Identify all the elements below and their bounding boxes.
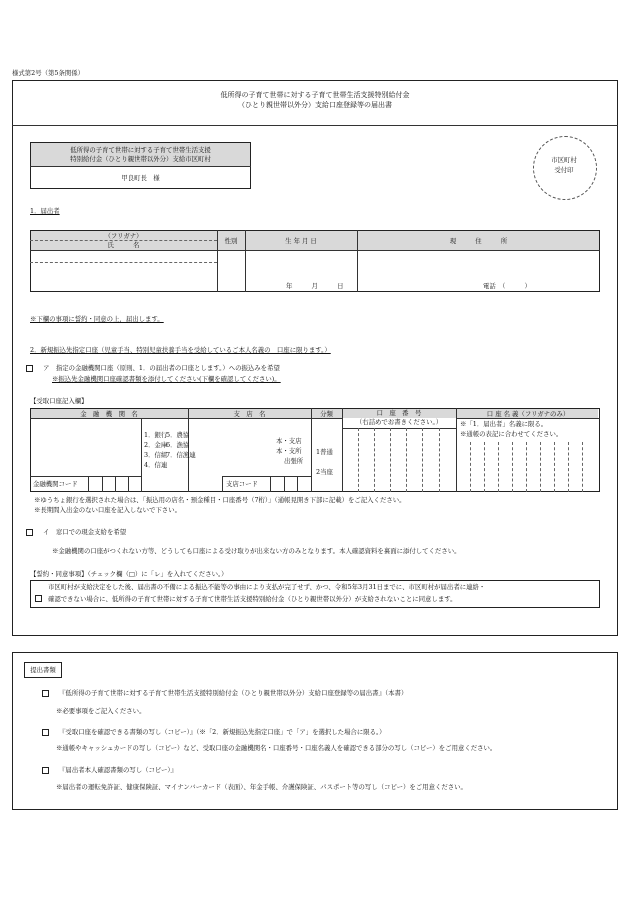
- type-header: 分類: [320, 410, 333, 418]
- bank-type-1: 1．銀行: [144, 431, 168, 439]
- holder-header: 口 座 名 義（フリガナのみ）: [486, 410, 570, 418]
- bank-type-5: 5．農協: [166, 431, 190, 439]
- doc2-note: ※通帳やキャッシュカードの写し（コピー）など、受取口座の金融機関名・口座番号・口座名義人を確認できる部分の写し（コピー）をご用意ください。: [56, 744, 497, 752]
- long-term-note: ※長期間入出金のない口座を記入しないで下さい。: [34, 506, 181, 514]
- branch-code-divider: [222, 476, 223, 492]
- acct-type-2: 2当座: [316, 468, 333, 476]
- account-header-line: [30, 418, 311, 419]
- consent-check-wrap: [35, 588, 42, 607]
- addressee-name: 甲良町長 様: [121, 174, 160, 182]
- holder-note-2: ※通帳の表記に合わせてください。: [460, 430, 563, 438]
- document-item-1: [42, 689, 407, 697]
- holder-digit-6: [540, 442, 541, 492]
- branch-type-3: 出張所: [284, 457, 304, 465]
- account-header-line2: [311, 418, 342, 419]
- acct-no-subheader: （右詰めでお書きください。）: [355, 418, 443, 426]
- form-title-line2: （ひとり親世帯以外分）支給口座登録等の届出書: [238, 101, 392, 109]
- holder-digit-1: [470, 442, 471, 492]
- section1-title: 1．届出者: [30, 207, 60, 215]
- holder-digit-2: [484, 442, 485, 492]
- oath-note: ※下欄の事項に誓約・同意の上，届出します。: [30, 315, 164, 323]
- bank-type-divider: [141, 418, 142, 476]
- consent-heading: 【誓約・同意事項】（チェック欄（□）に「レ」を入れてください。）: [30, 570, 228, 578]
- branch-header: 支 店 名: [233, 410, 266, 418]
- bank-code-digit-1: [88, 476, 89, 492]
- holder-digit-4: [512, 442, 513, 492]
- consent-line1: 市区町村が支給決定をした後、届出書の不備による振込不能等の事由により支払が完了せず、かつ、令和5年3月31日までに、市区町村が届出者に連絡・: [48, 583, 486, 591]
- section2-title: 2．新規振込先指定口座（児童手当、特別児童扶養手当を受給しているご本人名義の 口座に限ります。）: [30, 346, 331, 354]
- yucho-note: ※ゆうちょ銀行を選択された場合は、「振込用の店名・預金種目・口座番号（7桁）」（通帳見開き下部に記載）をご記入ください。: [34, 496, 406, 504]
- branch-type-2: 本・支所: [276, 447, 302, 455]
- acct-digit-5: [422, 428, 423, 492]
- bank-type-7: 7．信漁連: [166, 451, 196, 459]
- addressee-line1: 低所得の子育て世帯に対する子育て世帯生活支援: [70, 146, 211, 154]
- holder-note-1: ※「1．届出者」名義に限る。: [460, 420, 548, 428]
- branch-code-label: 支店コード: [226, 480, 258, 488]
- name-dash-line: [30, 262, 217, 263]
- acct-digit-1: [358, 428, 359, 492]
- doc2-title: 『受取口座を確認できる書類の写し（コピー）』（※「2．新規振込先指定口座」で「ア」を選択した場合に限る。）: [59, 728, 386, 736]
- addressee-divider: [30, 166, 251, 167]
- gender-label: 性別: [224, 237, 238, 245]
- option-a-checkbox[interactable]: [26, 365, 33, 372]
- bank-code-line: [30, 476, 141, 477]
- phone-field[interactable]: 電話 （ ）: [483, 282, 531, 290]
- doc3-note: ※届出者の運転免許証、健康保険証、マイナンバーカード（表面）、年金手帳、介護保険証、パスポート等の写し（コピー）をご用意ください。: [56, 783, 467, 791]
- option-a-note: ※振込先金融機関口座確認書類を添付してください(下欄を確認してください)。: [52, 375, 281, 383]
- form-number: 様式第2号（第5条関係）: [12, 69, 85, 77]
- doc3-title: 『届出者本人確認書類の写し（コピー）』: [59, 766, 178, 774]
- furigana-label: （フリガナ）: [104, 232, 143, 240]
- acct-digit-6: [439, 428, 440, 492]
- acct-digit-3: [390, 428, 391, 492]
- document-item-2: [42, 728, 386, 736]
- bank-type-4: 4．信連: [144, 461, 168, 469]
- holder-digit-8: [568, 442, 569, 492]
- addressee-line2: 特別給付金（ひとり親世帯以外分）支給市区町村: [70, 155, 211, 163]
- doc1-note: ※必要事項をご記入ください。: [56, 707, 146, 715]
- holder-digit-9: [582, 442, 583, 492]
- address-label: 現 住 所: [449, 237, 508, 245]
- option-i: [26, 528, 126, 536]
- bank-type-6: 6．漁協: [166, 441, 190, 449]
- holder-digit-7: [554, 442, 555, 492]
- holder-header-line: [456, 418, 600, 419]
- bank-header: 金 融 機 関 名: [80, 410, 138, 418]
- bank-code-digit-3: [115, 476, 116, 492]
- branch-code-digit-2: [284, 476, 285, 492]
- bank-code-digit-4: [128, 476, 129, 492]
- name-label: 氏 名: [107, 241, 140, 249]
- account-heading: 【受取口座記入欄】: [30, 397, 88, 405]
- acct-digit-2: [374, 428, 375, 492]
- account-col-branch: [311, 408, 312, 492]
- doc1-checkbox[interactable]: [42, 690, 49, 697]
- stamp-line1: 市区町村: [551, 156, 577, 164]
- bank-code-digit-2: [102, 476, 103, 492]
- title-divider: [12, 125, 618, 126]
- acct-digit-4: [406, 428, 407, 492]
- holder-digit-5: [526, 442, 527, 492]
- bank-type-2: 2．金庫: [144, 441, 168, 449]
- option-a: [26, 364, 280, 372]
- document-item-3: [42, 766, 177, 774]
- doc3-checkbox[interactable]: [42, 767, 49, 774]
- consent-checkbox[interactable]: [35, 595, 42, 602]
- doc1-title: 『低所得の子育て世帯に対する子育て世帯生活支援特別給付金（ひとり親世帯以外分）支給口座登録等の届出書』（本書）: [59, 689, 408, 697]
- branch-code-digit-3: [297, 476, 298, 492]
- branch-type-1: 本・支店: [276, 437, 302, 445]
- birthdate-label: 生 年 月 日: [285, 237, 317, 245]
- bank-code-digit-5: [141, 476, 142, 492]
- holder-digit-3: [498, 442, 499, 492]
- form-title-line1: 低所得の子育て世帯に対する子育て世帯生活支援特別給付金: [220, 91, 410, 99]
- account-col-number: [456, 408, 457, 492]
- branch-code-digit-1: [270, 476, 271, 492]
- option-i-note: ※金融機関の口座がつくれない方等、どうしても口座による受け取りが出来ない方のみとなります。本人確認資料を裏面に添付してください。: [52, 547, 461, 555]
- option-a-text: ア 指定の金融機関口座（原則、1．の届出者の口座とします。）への振込みを希望: [43, 364, 280, 372]
- option-i-checkbox[interactable]: [26, 529, 33, 536]
- bank-type-3: 3．信組: [144, 451, 168, 459]
- stamp-line2: 受付印: [554, 166, 574, 174]
- applicant-header-line: [30, 250, 600, 251]
- consent-line2: 確認できない場合に、低所得の子育て世帯に対する子育て世帯生活支援特別給付金（ひとり親世帯以外分）が支給されないことに同意します。: [48, 595, 457, 603]
- bank-code-label: 金融機関コード: [33, 480, 78, 488]
- acct-type-1: 1普通: [316, 448, 333, 456]
- documents-heading: 提出書類: [30, 666, 56, 674]
- acct-no-header: 口 座 番 号: [376, 409, 422, 417]
- birthdate-fields[interactable]: 年 月 日: [286, 282, 344, 290]
- option-i-text: イ 窓口での現金支給を希望: [43, 528, 127, 536]
- account-col-bank: [188, 408, 189, 492]
- doc2-checkbox[interactable]: [42, 729, 49, 736]
